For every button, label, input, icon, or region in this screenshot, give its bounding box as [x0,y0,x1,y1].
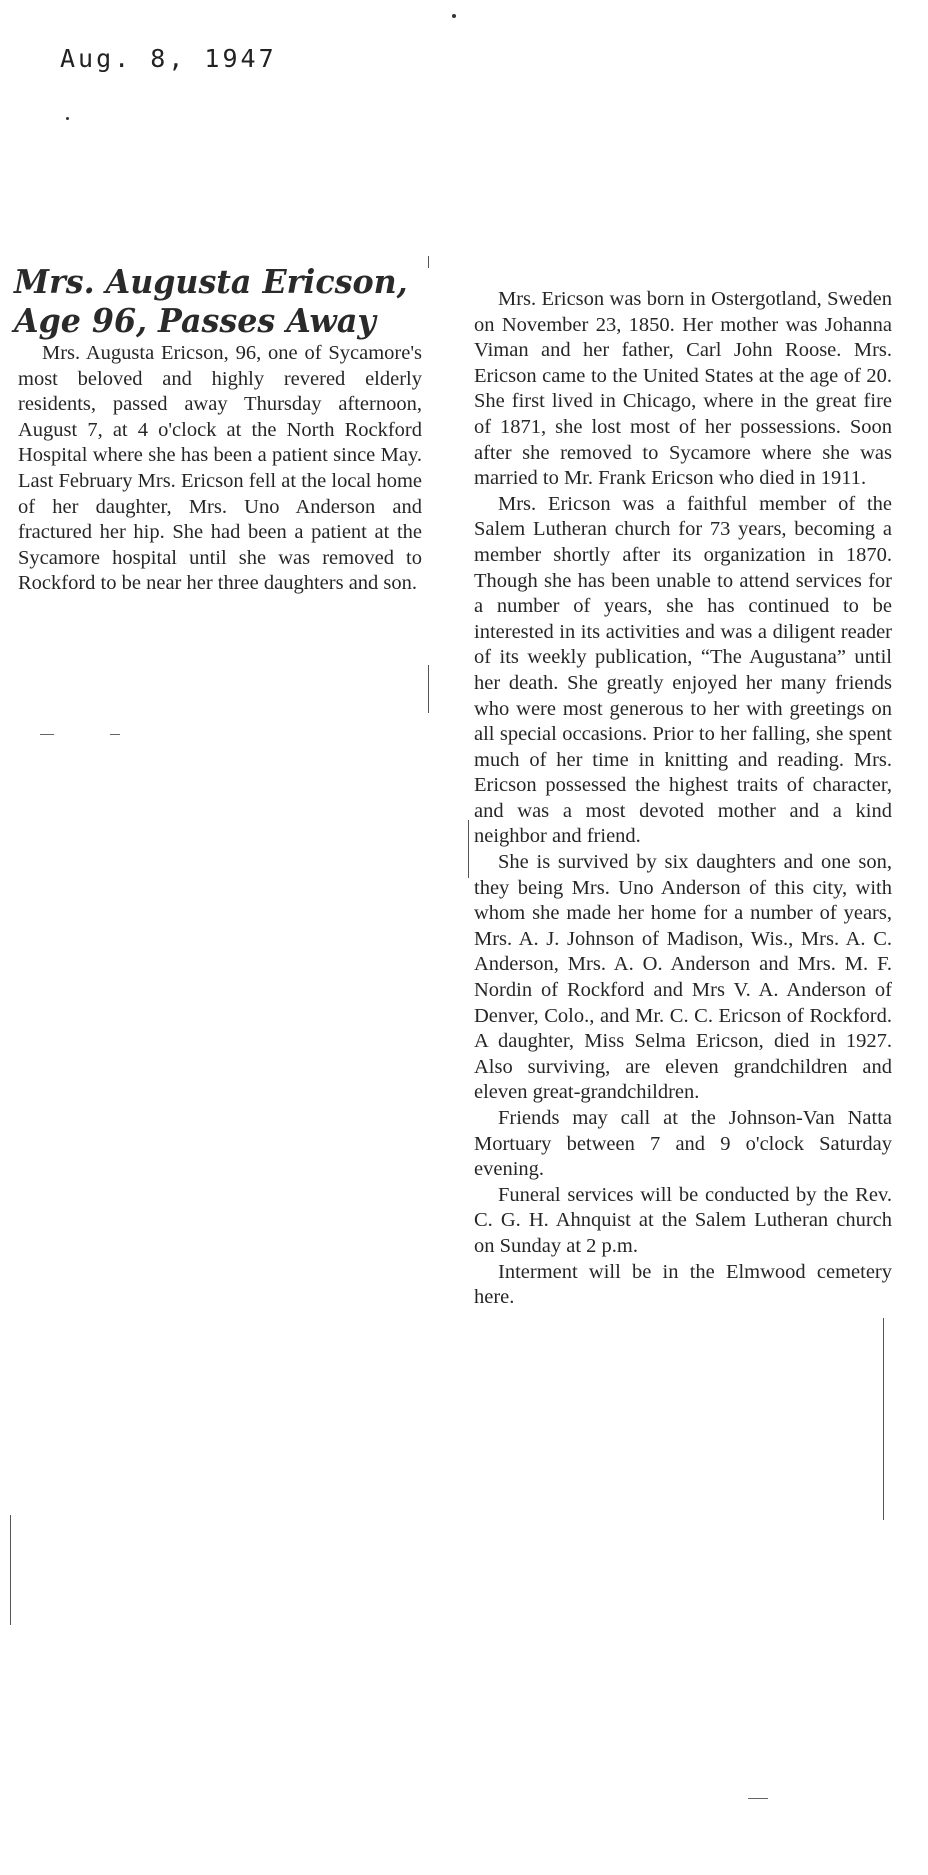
headline-line-2: Age 96, Passes Away [14,301,376,340]
headline-line-1: Mrs. Augusta Ericson, [14,262,408,301]
paragraph: She is survived by six daughters and one son, they being Mrs. Uno Anderson of this city, with whom she made her home for a number of years, Mrs. A. J. Johnson of Madison, Wis., Mrs. A. C. Anderson, Mrs. A. O. Anderson and Mrs. M. F. Nordin of Rockford and Mrs V. A. Anderson of Denver, Colo., and Mr. C. C. Ericson of Rockford. A daughter, Miss Selma Ericson, died in 1927. Also surviving, are eleven grandchildren and eleven great-grandchildren. [474,851,892,1104]
paragraph: Interment will be in the Elmwood cemetery here. [474,1260,892,1309]
scan-speck [452,14,456,18]
column-end-mark [40,734,54,735]
column-rule [428,256,429,268]
dateline: Aug. 8, 1947 [60,44,277,73]
column-end-mark [110,734,120,735]
paragraph: Friends may call at the Johnson-Van Natta Mortuary between 7 and 9 o'clock Saturday evening. [474,1107,892,1181]
article-headline [14,262,415,340]
column-rule [10,1515,11,1625]
paragraph: Mrs. Ericson was a faithful member of the Salem Lutheran church for 73 years, becoming a member shortly after its organization in 1870. Though she has been unable to attend services for a number of years, she has continued to be interested in its activities and was a diligent reader of its weekly publication, “The Augustana” until her death. She greatly enjoyed her many friends who were most generous to her with greetings on all special occasions. Prior to her falling, she spent much of her time in knitting and reading. Mrs. Ericson possessed the highest traits of character, and was a most devoted mother and a kind neighbor and friend. [474,492,892,848]
article-end-mark [748,1798,768,1799]
left-column [18,341,422,597]
scan-speck [66,117,69,120]
paragraph: Mrs. Augusta Ericson, 96, one of Sycamore's most beloved and highly revered elderly residents, passed away Thursday afternoon, August 7, at 4 o'clock at the North Rockford Hospital where she has been a patient since May. Last February Mrs. Ericson fell at the local home of her daughter, Mrs. Uno Anderson and fractured her hip. She had been a patient at the Sycamore hospital until she was removed to Rockford to be near her three daughters and son. [18,342,422,595]
paragraph: Funeral services will be conducted by the Rev. C. G. H. Ahnquist at the Salem Lutheran church on Sunday at 2 p.m. [474,1183,892,1257]
paragraph: Mrs. Ericson was born in Ostergotland, Sweden on November 23, 1850. Her mother was Johanna Viman and her father, Carl John Roose. Mrs. Ericson came to the United States at the age of 20. She first lived in Chicago, where in the great fire of 1871, she lost most of her possessions. Soon after she removed to Sycamore where she was married to Mr. Frank Ericson who died in 1911. [474,288,892,490]
column-rule [883,1390,884,1520]
column-rule [428,665,429,713]
right-column [474,287,892,1311]
column-rule [468,820,469,878]
